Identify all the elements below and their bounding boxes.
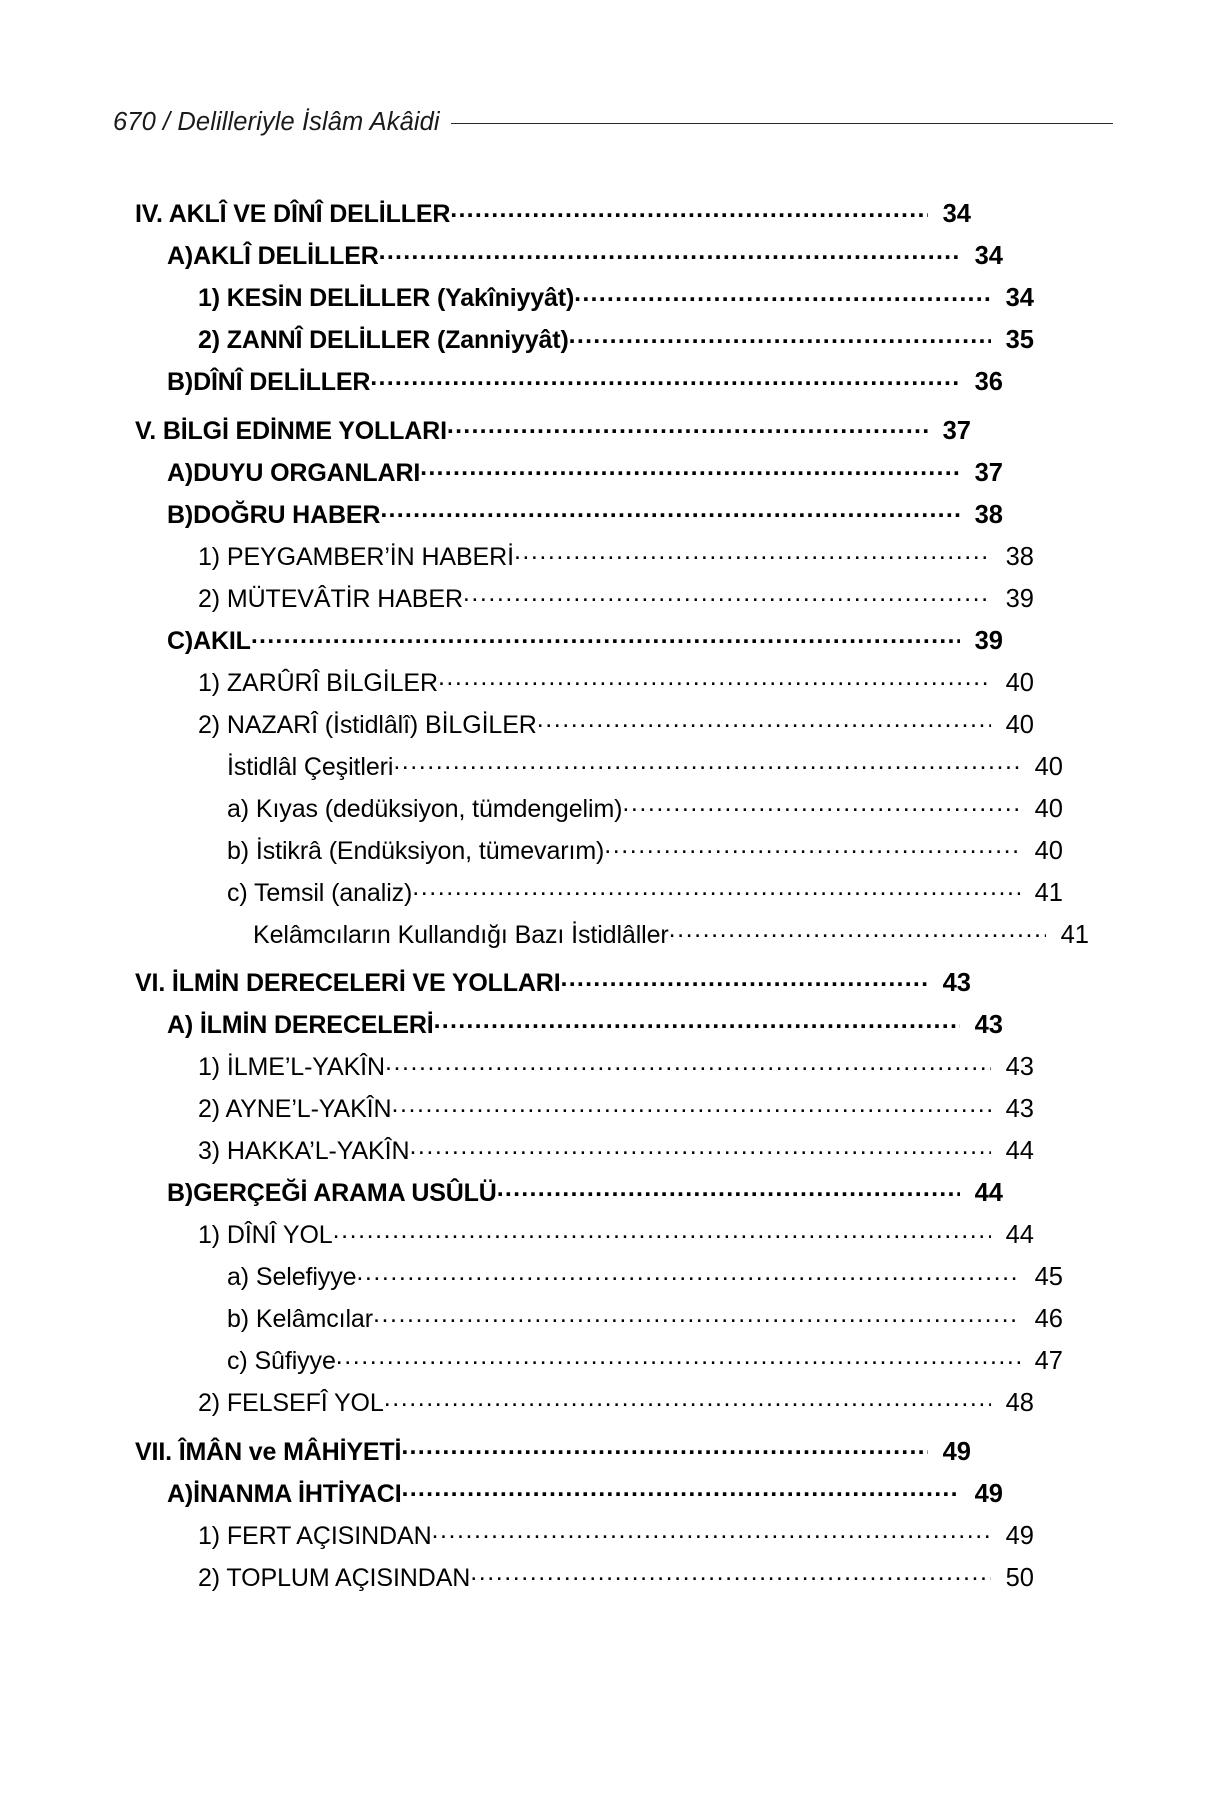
- toc-entry-page-number: 49: [974, 1479, 1003, 1508]
- toc-entry-page-number: 46: [1034, 1305, 1063, 1333]
- toc-entry-page-number: 36: [974, 368, 1003, 396]
- toc-entry-label: B)GERÇEĞİ ARAMA USÛLÜ: [167, 1179, 497, 1207]
- toc-dot-leader: [251, 624, 960, 649]
- toc-entry[interactable]: [113, 1134, 1034, 1165]
- toc-dot-leader: [463, 582, 991, 607]
- toc-entry[interactable]: [113, 1435, 971, 1466]
- toc-entry[interactable]: [113, 708, 1034, 739]
- toc-entry-label: 1) ZARÛRÎ BİLGİLER: [198, 668, 438, 697]
- toc-dot-leader: [393, 750, 1020, 775]
- toc-entry[interactable]: [113, 1344, 1063, 1375]
- toc-entry-label: b) Kelâmcılar: [227, 1305, 373, 1333]
- toc-entry-page-number: 40: [1034, 836, 1063, 865]
- toc-entry[interactable]: [113, 540, 1034, 571]
- toc-entry-page-number: 49: [942, 1437, 971, 1466]
- toc-entry[interactable]: [113, 414, 971, 445]
- toc-entry-page-number: 48: [1005, 1389, 1034, 1417]
- toc-entry[interactable]: [113, 1477, 1003, 1508]
- toc-entry-page-number: 50: [1005, 1563, 1034, 1592]
- toc-entry-page-number: 44: [1005, 1221, 1034, 1249]
- toc-dot-leader: [373, 1302, 1020, 1327]
- toc-entry[interactable]: [113, 792, 1063, 823]
- toc-entry-page-number: 49: [1005, 1521, 1034, 1550]
- toc-entry-page-number: 38: [1005, 542, 1034, 571]
- toc-entry-page-number: 45: [1034, 1263, 1063, 1291]
- toc-entry-label: c) Temsil (analiz): [227, 878, 413, 907]
- toc-entry-page-number: 43: [1005, 1095, 1034, 1123]
- toc-entry-label: VII. ÎMÂN ve MÂHİYETİ: [135, 1437, 402, 1466]
- toc-entry-label: A)AKLÎ DELİLLER: [167, 242, 379, 270]
- toc-dot-leader: [333, 1218, 991, 1243]
- toc-entry-label: b) İstikrâ (Endüksiyon, tümevarım): [227, 836, 605, 865]
- toc-dot-leader: [370, 365, 960, 390]
- toc-entry[interactable]: [113, 239, 1003, 270]
- toc-dot-leader: [420, 456, 960, 481]
- toc-entry-label: 2) NAZARÎ (İstidlâlî) BİLGİLER: [198, 710, 537, 739]
- toc-entry[interactable]: [113, 666, 1034, 697]
- toc-dot-leader: [450, 197, 928, 222]
- toc-entry-label: B)DÎNÎ DELİLLER: [167, 368, 371, 396]
- toc-dot-leader: [356, 1260, 1020, 1285]
- toc-dot-leader: [432, 1519, 991, 1544]
- toc-entry-page-number: 39: [1005, 584, 1034, 613]
- toc-entry-label: V. BİLGİ EDİNME YOLLARI: [135, 416, 447, 445]
- toc-dot-leader: [574, 281, 991, 306]
- toc-entry-label: Kelâmcıların Kullandığı Bazı İstidlâller: [253, 920, 669, 949]
- toc-entry[interactable]: [113, 1561, 1034, 1592]
- toc-dot-leader: [561, 966, 929, 991]
- toc-entry[interactable]: [113, 1386, 1034, 1417]
- toc-entry-page-number: 43: [974, 1011, 1003, 1039]
- toc-dot-leader: [569, 323, 991, 348]
- toc-dot-leader: [434, 1008, 960, 1033]
- toc-entry[interactable]: [113, 966, 971, 997]
- toc-entry[interactable]: [113, 750, 1063, 781]
- toc-entry-label: 1) PEYGAMBER’İN HABERİ: [198, 542, 514, 571]
- toc-dot-leader: [379, 239, 960, 264]
- toc-dot-leader: [604, 834, 1020, 859]
- toc-entry[interactable]: [113, 918, 1089, 949]
- toc-entry-label: 2) ZANNÎ DELİLLER (Zanniyyât): [198, 326, 569, 354]
- toc-dot-leader: [470, 1561, 991, 1586]
- toc-entry[interactable]: [113, 1260, 1063, 1291]
- toc-entry-label: A)İNANMA İHTİYACI: [167, 1479, 402, 1508]
- toc-entry-page-number: 40: [1005, 668, 1034, 697]
- toc-entry[interactable]: [113, 1176, 1003, 1207]
- toc-entry-page-number: 40: [1034, 794, 1063, 823]
- toc-dot-leader: [385, 1050, 991, 1075]
- toc-entry[interactable]: [113, 1092, 1034, 1123]
- toc-entry-label: VI. İLMİN DERECELERİ VE YOLLARI: [135, 969, 561, 997]
- toc-entry[interactable]: [113, 1218, 1034, 1249]
- toc-entry[interactable]: [113, 197, 971, 228]
- toc-dot-leader: [409, 1134, 991, 1159]
- toc-entry-page-number: 40: [1034, 752, 1063, 781]
- toc-dot-leader: [622, 792, 1020, 817]
- toc-entry-label: IV. AKLÎ VE DÎNÎ DELİLLER: [135, 200, 451, 228]
- toc-entry-label: 2) MÜTEVÂTİR HABER: [198, 584, 463, 613]
- toc-dot-leader: [380, 498, 960, 523]
- toc-entry-page-number: 40: [1005, 710, 1034, 739]
- toc-entry-label: İstidlâl Çeşitleri: [227, 752, 394, 781]
- toc-entry-label: 2) AYNE’L-YAKÎN: [198, 1095, 392, 1123]
- toc-entry[interactable]: [113, 281, 1034, 312]
- toc-dot-leader: [537, 708, 991, 733]
- page-folio: 670 / Delilleriyle İslâm Akâidi: [113, 108, 440, 136]
- toc-entry[interactable]: [113, 1519, 1034, 1550]
- toc-entry-label: A)DUYU ORGANLARI: [167, 458, 421, 487]
- toc-entry[interactable]: [113, 456, 1003, 487]
- toc-entry[interactable]: [113, 498, 1003, 529]
- toc-dot-leader: [384, 1386, 991, 1411]
- toc-dot-leader: [402, 1477, 961, 1502]
- toc-dot-leader: [447, 414, 928, 439]
- toc-entry-page-number: 34: [974, 242, 1003, 270]
- toc-entry-label: 1) İLME’L-YAKÎN: [198, 1053, 385, 1081]
- toc-entry-page-number: 37: [942, 416, 971, 445]
- toc-entry-page-number: 41: [1060, 920, 1089, 949]
- toc-entry-page-number: 34: [942, 200, 971, 228]
- toc-entry-label: 1) DÎNÎ YOL: [198, 1221, 333, 1249]
- toc-entry-page-number: 37: [974, 458, 1003, 487]
- toc-entry-page-number: 44: [974, 1179, 1003, 1207]
- toc-dot-leader: [412, 876, 1020, 901]
- toc-dot-leader: [336, 1344, 1020, 1369]
- toc-entry[interactable]: [113, 582, 1034, 613]
- toc-entry-label: 2) TOPLUM AÇISINDAN: [198, 1563, 471, 1592]
- toc-entry[interactable]: [113, 1008, 1003, 1039]
- toc-entry-label: a) Selefiyye: [227, 1263, 357, 1291]
- toc-entry-label: a) Kıyas (dedüksiyon, tümdengelim): [227, 794, 623, 823]
- toc-entry[interactable]: [113, 323, 1034, 354]
- toc-dot-leader: [669, 918, 1046, 943]
- toc-entry-label: 2) FELSEFÎ YOL: [198, 1389, 384, 1417]
- toc-entry-page-number: 47: [1034, 1347, 1063, 1375]
- toc-dot-leader: [438, 666, 991, 691]
- toc-entry-page-number: 35: [1005, 326, 1034, 354]
- toc-entry-label: 1) FERT AÇISINDAN: [198, 1521, 432, 1550]
- header-rule: [451, 123, 1113, 124]
- toc-entry-label: 1) KESİN DELİLLER (Yakîniyyât): [198, 284, 575, 312]
- toc-entry-page-number: 39: [974, 626, 1003, 655]
- toc-entry-page-number: 43: [1005, 1053, 1034, 1081]
- toc-entry-page-number: 38: [974, 500, 1003, 529]
- toc-dot-leader: [514, 540, 991, 565]
- toc-dot-leader: [391, 1092, 991, 1117]
- toc-entry[interactable]: [113, 876, 1063, 907]
- toc-entry[interactable]: [113, 624, 1003, 655]
- toc-entry[interactable]: [113, 1302, 1063, 1333]
- toc-entry-label: A) İLMİN DERECELERİ: [167, 1011, 434, 1039]
- table-of-contents: [113, 197, 1089, 1603]
- running-header: [113, 108, 1113, 137]
- toc-entry-page-number: 44: [1005, 1137, 1034, 1165]
- toc-dot-leader: [497, 1176, 960, 1201]
- toc-entry[interactable]: [113, 1050, 1034, 1081]
- toc-entry[interactable]: [113, 834, 1063, 865]
- toc-entry[interactable]: [113, 365, 1003, 396]
- toc-entry-page-number: 34: [1005, 284, 1034, 312]
- toc-entry-label: 3) HAKKA’L-YAKÎN: [198, 1137, 410, 1165]
- toc-entry-page-number: 41: [1034, 878, 1063, 907]
- toc-entry-label: B)DOĞRU HABER: [167, 500, 381, 529]
- toc-entry-label: C)AKIL: [167, 626, 251, 655]
- toc-dot-leader: [401, 1435, 928, 1460]
- toc-entry-page-number: 43: [942, 969, 971, 997]
- toc-entry-label: c) Sûfiyye: [227, 1347, 336, 1375]
